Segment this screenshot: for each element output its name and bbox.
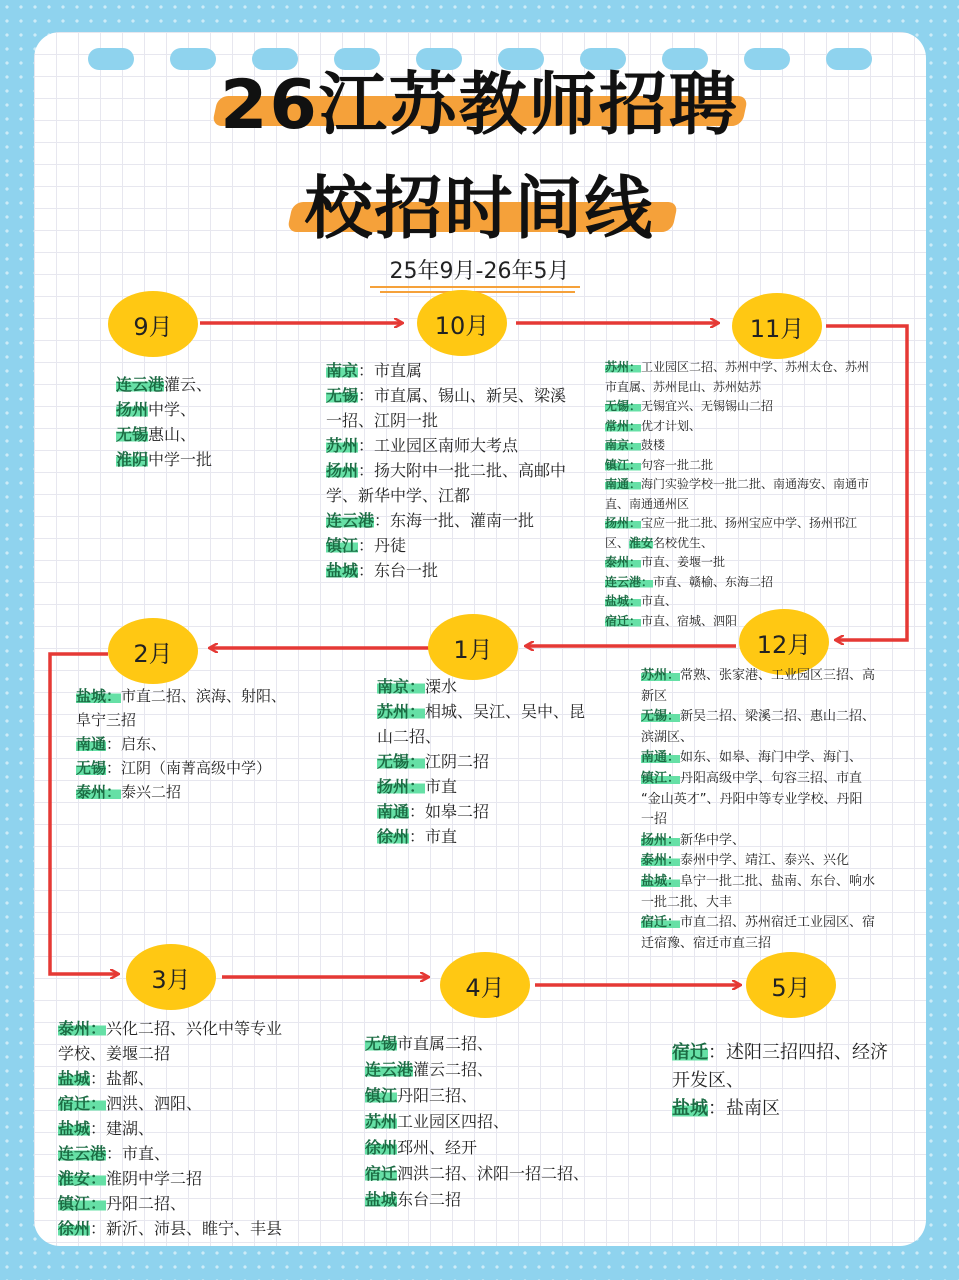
- school-list: 市直、姜堰一批: [641, 555, 726, 569]
- school-list: ：市直、: [106, 1144, 171, 1163]
- detail-line: [641, 851, 875, 872]
- school-list: 常熟、张家港、工业园区三招、高: [680, 668, 876, 683]
- school-list: ：建湖、: [90, 1119, 155, 1138]
- detail-line: [76, 708, 286, 732]
- detail-line: [605, 534, 869, 554]
- school-list: 阜宁一批二批、盐南、东台、响水: [680, 873, 876, 889]
- detail-line: [605, 397, 869, 417]
- detail-line: [641, 831, 875, 852]
- school-list: 直、南通通州区: [605, 496, 690, 511]
- city-label: 扬州：: [377, 777, 426, 796]
- school-list: ：市直属: [358, 361, 423, 380]
- city-label: 无锡: [76, 759, 107, 777]
- city-label: 扬州: [326, 461, 359, 480]
- city-label: 淮安: [629, 535, 654, 550]
- detail-line: [116, 447, 212, 472]
- city-label: 南通：: [605, 477, 642, 491]
- detail-line: [605, 573, 869, 593]
- school-list: ：如皋二招: [409, 802, 490, 821]
- month-2-details: [76, 684, 286, 804]
- month-11-details: [605, 358, 869, 631]
- school-list: 海门实验学校一批二批、南通海安、南通市: [641, 477, 870, 491]
- city-label: 南通：: [641, 750, 681, 766]
- city-label: 盐城: [58, 1119, 91, 1138]
- page-title-line2: 校招时间线: [304, 170, 655, 249]
- school-list: 名校优生、: [653, 535, 714, 550]
- school-list: 丹阳高级中学、句容三招、市直: [680, 770, 863, 786]
- city-label: 镇江：: [605, 457, 642, 472]
- school-list: ：工业园区南师大考点: [358, 436, 519, 455]
- month-12: 12月: [739, 609, 829, 675]
- detail-line: [365, 1057, 589, 1083]
- detail-line: [605, 495, 869, 515]
- school-list: ：丹徒: [358, 536, 407, 555]
- month-2: 2月: [108, 618, 198, 684]
- school-list: 无锡宜兴、无锡锡山二招: [641, 399, 774, 413]
- city-label: 无锡：: [641, 709, 681, 725]
- detail-line: [377, 674, 585, 699]
- school-list: 淮阴中学二招: [106, 1169, 203, 1188]
- detail-line: [76, 732, 286, 756]
- detail-line: [58, 1066, 282, 1091]
- city-label: 南京：: [605, 438, 642, 452]
- school-list: 泰州中学、靖江、泰兴、兴化: [680, 853, 850, 869]
- city-label: 连云港: [365, 1060, 414, 1079]
- school-list: 市直二招、苏州宿迁工业园区、宿: [680, 915, 876, 931]
- city-label: 徐州: [365, 1138, 398, 1157]
- city-label: 南通: [76, 735, 107, 753]
- city-label: 苏州: [365, 1112, 398, 1131]
- detail-line: [326, 483, 566, 508]
- city-label: 南通: [377, 802, 410, 821]
- school-list: ：市直: [409, 827, 458, 846]
- month-9: 9月: [108, 291, 198, 357]
- month-4: 4月: [440, 952, 530, 1018]
- school-list: ：盐南区: [708, 1098, 780, 1119]
- detail-line: [377, 699, 585, 724]
- detail-line: [326, 458, 566, 483]
- month-9-details: [116, 372, 212, 472]
- city-label: 连云港: [116, 375, 165, 394]
- school-list: 市直、赣榆、东海二招: [653, 574, 774, 589]
- detail-line: [641, 790, 875, 811]
- city-label: 淮安：: [58, 1169, 107, 1188]
- school-list: ：东台一批: [358, 561, 439, 580]
- city-label: 苏州：: [641, 668, 681, 683]
- city-label: 泰州：: [605, 555, 642, 569]
- school-list: 一招、江阴一批: [326, 411, 439, 430]
- detail-line: [605, 514, 869, 534]
- school-list: 江阴二招: [425, 752, 490, 771]
- school-list: ：新沂、沛县、睢宁、丰县: [90, 1219, 283, 1238]
- city-label: 镇江：: [641, 770, 681, 786]
- city-label: 盐城: [365, 1190, 398, 1209]
- detail-line: [58, 1041, 282, 1066]
- city-label: 南京: [326, 361, 359, 380]
- school-list: 一招: [641, 812, 668, 828]
- city-label: 泰州：: [641, 853, 681, 869]
- school-list: 优才计划、: [641, 418, 702, 433]
- detail-line: [58, 1116, 282, 1141]
- school-list: 市直属、苏州昆山、苏州姑苏: [605, 379, 762, 394]
- city-label: 连云港：: [605, 574, 654, 589]
- city-label: 镇江: [326, 536, 359, 555]
- month-5-details: [672, 1039, 888, 1123]
- school-list: 东台二招: [397, 1190, 462, 1209]
- detail-line: [672, 1095, 888, 1123]
- school-list: 迁宿豫、宿迁市直三招: [641, 935, 772, 951]
- detail-line: [377, 774, 585, 799]
- detail-line: [605, 612, 869, 632]
- city-label: 扬州：: [605, 516, 642, 530]
- detail-line: [76, 780, 286, 804]
- school-list: 兴化二招、兴化中等专业: [106, 1019, 283, 1038]
- detail-line: [641, 707, 875, 728]
- school-list: 学、新华中学、江都: [326, 486, 471, 505]
- city-label: 无锡: [326, 386, 359, 405]
- school-list: 丹阳三招、: [397, 1086, 478, 1105]
- school-list: 开发区、: [672, 1070, 744, 1091]
- detail-line: [116, 372, 212, 397]
- city-label: 宿迁: [365, 1164, 398, 1183]
- city-label: 扬州: [116, 400, 149, 419]
- school-list: 市直二招、滨海、射阳、: [121, 687, 287, 705]
- detail-line: [605, 417, 869, 437]
- school-list: 阜宁三招: [76, 711, 137, 729]
- school-list: ：江阴（南菁高级中学）: [106, 759, 272, 777]
- city-label: 盐城: [672, 1098, 708, 1119]
- school-list: 泗洪、泗阳、: [106, 1094, 203, 1113]
- detail-line: [377, 749, 585, 774]
- city-label: 盐城：: [641, 873, 681, 889]
- month-10: 10月: [417, 290, 507, 356]
- school-list: 溧水: [425, 677, 458, 696]
- city-label: 无锡：: [377, 752, 426, 771]
- detail-line: [76, 756, 286, 780]
- detail-line: [605, 475, 869, 495]
- detail-line: [58, 1141, 282, 1166]
- detail-line: [365, 1109, 589, 1135]
- detail-line: [377, 824, 585, 849]
- detail-line: [641, 810, 875, 831]
- school-list: 邳州、经开: [397, 1138, 478, 1157]
- detail-line: [58, 1016, 282, 1041]
- city-label: 泰州：: [58, 1019, 107, 1038]
- detail-line: [641, 748, 875, 769]
- detail-line: [377, 724, 585, 749]
- city-label: 扬州：: [641, 832, 681, 848]
- detail-line: [605, 592, 869, 612]
- detail-line: [326, 358, 566, 383]
- school-list: 市直属二招、: [397, 1034, 494, 1053]
- detail-line: [672, 1039, 888, 1067]
- detail-line: [326, 383, 566, 408]
- school-list: 新区: [641, 688, 668, 704]
- detail-line: [326, 533, 566, 558]
- page-subtitle: 25年9月-26年5月: [389, 259, 570, 284]
- school-list: 丹阳二招、: [106, 1194, 187, 1213]
- detail-line: [58, 1216, 282, 1241]
- city-label: 连云港: [58, 1144, 107, 1163]
- city-label: 泰州：: [76, 783, 122, 801]
- city-label: 盐城：: [76, 687, 122, 705]
- detail-line: [641, 728, 875, 749]
- city-label: 无锡: [365, 1034, 398, 1053]
- city-label: 南京：: [377, 677, 426, 696]
- city-label: 盐城：: [605, 594, 642, 608]
- school-list: 新吴二招、梁溪二招、惠山二招、: [680, 709, 876, 725]
- detail-line: [326, 508, 566, 533]
- school-list: ：述阳三招四招、经济: [708, 1042, 888, 1063]
- detail-line: [76, 684, 286, 708]
- month-1: 1月: [428, 614, 518, 680]
- city-label: 苏州: [326, 436, 359, 455]
- detail-line: [672, 1067, 888, 1095]
- school-list: 工业园区二招、苏州中学、苏州太仓、苏州: [641, 360, 870, 374]
- detail-line: [641, 769, 875, 790]
- detail-line: [326, 558, 566, 583]
- detail-line: [365, 1031, 589, 1057]
- city-label: 盐城: [58, 1069, 91, 1088]
- city-label: 淮阴: [116, 450, 149, 469]
- detail-line: [605, 553, 869, 573]
- detail-line: [605, 456, 869, 476]
- city-label: 镇江：: [58, 1194, 107, 1213]
- detail-line: [365, 1083, 589, 1109]
- detail-line: [641, 913, 875, 934]
- detail-line: [365, 1161, 589, 1187]
- city-label: 无锡: [116, 425, 149, 444]
- school-list: 市直、宿城、泗阳: [641, 613, 738, 628]
- school-list: 如东、如皋、海门中学、海门、: [680, 750, 863, 766]
- detail-line: [326, 408, 566, 433]
- detail-line: [641, 666, 875, 687]
- detail-line: [641, 893, 875, 914]
- month-12-details: [641, 666, 875, 954]
- detail-line: [605, 358, 869, 378]
- school-list: 泰兴二招: [121, 783, 182, 801]
- city-label: 宿迁：: [58, 1094, 107, 1113]
- page-title-line1: 26江苏教师招聘: [220, 66, 739, 145]
- school-list: 工业园区四招、: [397, 1112, 510, 1131]
- detail-line: [365, 1187, 589, 1213]
- month-11: 11月: [732, 293, 822, 359]
- city-label: 宿迁：: [641, 915, 681, 931]
- city-label: 无锡：: [605, 399, 642, 413]
- detail-line: [116, 422, 212, 447]
- month-3: 3月: [126, 944, 216, 1010]
- school-list: 市直: [425, 777, 458, 796]
- city-label: 镇江: [365, 1086, 398, 1105]
- city-label: 苏州：: [605, 360, 642, 374]
- school-list: 中学一批: [148, 450, 213, 469]
- school-list: ：盐都、: [90, 1069, 155, 1088]
- detail-line: [641, 687, 875, 708]
- detail-line: [641, 872, 875, 893]
- detail-line: [326, 433, 566, 458]
- city-label: 苏州：: [377, 702, 426, 721]
- school-list: 灌云二招、: [413, 1060, 494, 1079]
- school-list: 山二招、: [377, 727, 442, 746]
- school-list: ：启东、: [106, 735, 167, 753]
- month-4-details: [365, 1031, 589, 1213]
- school-list: 区、: [605, 535, 630, 550]
- school-list: 句容一批二批: [641, 457, 714, 472]
- month-3-details: [58, 1016, 282, 1241]
- detail-line: [377, 799, 585, 824]
- month-1-details: [377, 674, 585, 849]
- city-label: 连云港: [326, 511, 375, 530]
- city-label: 宿迁：: [605, 613, 642, 628]
- school-list: 一批二批、大丰: [641, 894, 733, 910]
- school-list: “金山英才”、丹阳中等专业学校、丹阳: [641, 791, 863, 807]
- school-list: 新华中学、: [680, 832, 746, 848]
- school-list: ：市直属、锡山、新吴、梁溪: [358, 386, 567, 405]
- detail-line: [605, 436, 869, 456]
- school-list: ：东海一批、灌南一批: [374, 511, 535, 530]
- school-list: 学校、姜堰二招: [58, 1044, 171, 1063]
- city-label: 宿迁: [672, 1042, 708, 1063]
- month-10-details: [326, 358, 566, 583]
- detail-line: [116, 397, 212, 422]
- school-list: 宝应一批二批、扬州宝应中学、扬州邗江: [641, 516, 858, 530]
- detail-line: [605, 378, 869, 398]
- school-list: 相城、吴江、吴中、昆: [425, 702, 586, 721]
- school-list: ：扬大附中一批二批、高邮中: [358, 461, 567, 480]
- city-label: 徐州: [377, 827, 410, 846]
- school-list: 灌云、: [164, 375, 213, 394]
- detail-line: [58, 1166, 282, 1191]
- detail-line: [58, 1191, 282, 1216]
- detail-line: [365, 1135, 589, 1161]
- school-list: 泗洪二招、沭阳一招二招、: [397, 1164, 590, 1183]
- city-label: 盐城: [326, 561, 359, 580]
- city-label: 常州：: [605, 418, 642, 433]
- city-label: 徐州: [58, 1219, 91, 1238]
- school-list: 市直、: [641, 594, 678, 608]
- detail-line: [58, 1091, 282, 1116]
- school-list: 鼓楼: [641, 438, 666, 452]
- detail-line: [641, 934, 875, 955]
- school-list: 惠山、: [148, 425, 197, 444]
- month-5: 5月: [746, 952, 836, 1018]
- school-list: 中学、: [148, 400, 197, 419]
- school-list: 滨湖区、: [641, 729, 694, 745]
